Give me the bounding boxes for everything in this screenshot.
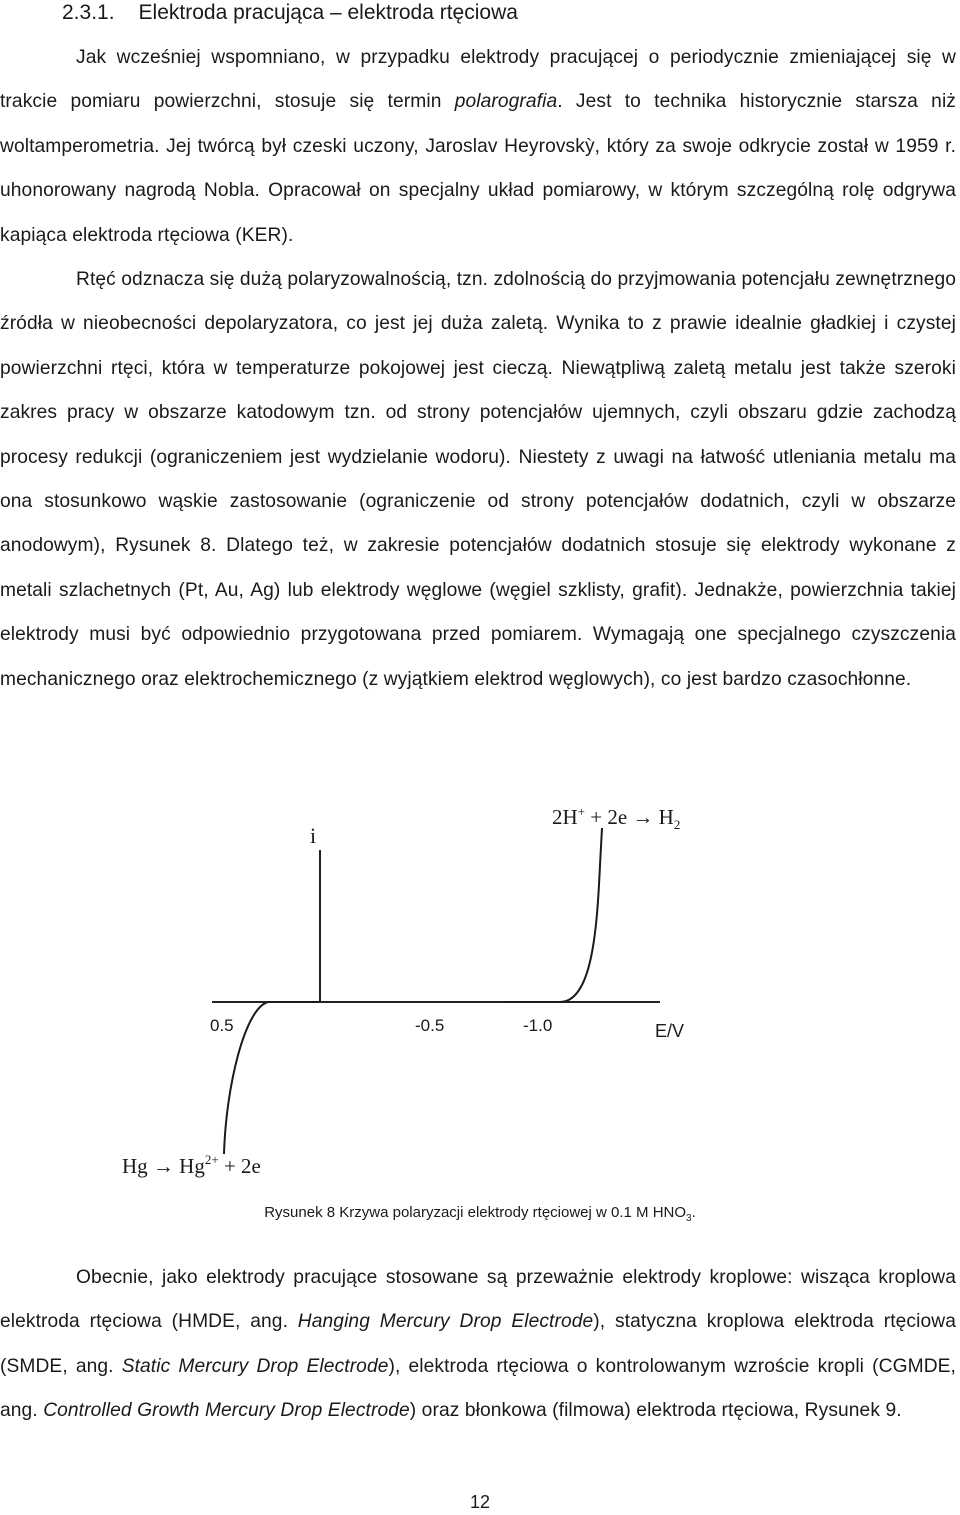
figure-caption: Rysunek 8 Krzywa polaryzacji elektrody rtęciowej w 0.1 M $HNO_3$. [264, 1204, 696, 1224]
anodic-curve [224, 1002, 320, 1154]
tick-label-0.5: 0.5 [210, 1016, 234, 1035]
paragraph-mercury-properties: Rtęć odznacza się dużą polaryzowalnością, tzn. zdolnością do przyjmowania potencjału zewnętrznego źródła w nieobecności depolaryzatora, co jest jej duża zaletą. Wynika to z prawie idealnie gładkiej i czystej powierzchni rtęci, która w temperaturze pokojowej jest cieczą. Niewątpliwą zaletą metalu jest także szeroki zakres pracy w obszarze katodowym tzn. od strony potencjałów ujemnych, czyli obszaru gdzie zachodzą procesy redukcji (ograniczeniem jest wydzielanie wodoru). Niestety z uwagi na łatwość utleniania metalu ma ona stosunkowo wąskie zastosowanie (ograniczenie od strony potencjałów dodatnich, czyli w obszarze anodowym), Rysunek 8. Dlatego też, w zakresie potencjałów dodatnich stosuje się elektrody wykonane z metali szlachetnych (Pt, Au, Ag) lub elektrody węglowe (węgiel szklisty, grafit). Jednakże, powierzchnia takiej elektrody musi być odpowiednio przygotowana przed pomiarem. Wymagają one specjalnego czyszczenia mechanicznego oraz elektrochemicznego (z wyjątkiem elektrod węglowych), co jest bardzo czasochłonne. [0, 269, 957, 690]
tick-label-minus-0.5: -0.5 [415, 1016, 445, 1035]
paragraph-polarography: Jak wcześniej wspomniano, w przypadku elektrody pracującej o periodycznie zmieniającej się w trakcie pomiaru powierzchni, stosuje się termin polarografia. Jest to technika historycznie starsza niż woltamperometria. Jej twórcą był czeski uczony, Jaroslav Heyrovskỳ, który za swoje odkrycie został w 1959 r. uhonorowany nagrodą Nobla. Opracował on specjalny układ pomiarowy, w którym szczególną rolę odgrywa kapiąca elektroda rtęciowa (KER). [0, 47, 956, 246]
body-paragraph-2 [0, 1256, 956, 1434]
cathodic-reaction-label: $2H^+ + 2e \to H_2$ [552, 804, 681, 832]
paragraph-drop-electrodes: Obecnie, jako elektrody pracujące stosowane są przeważnie elektrody kroplowe: wisząca kroplowa elektroda rtęciowa (HMDE, ang. Hanging Mercury Drop Electrode), statyczna kroplowa elektroda rtęciowa (SMDE, ang. Static Mercury Drop Electrode), elektroda rtęciowa o kontrolowanym wzroście kropli (CGMDE, ang. Controlled Growth Mercury Drop Electrode) oraz błonkowa (filmowa) elektroda rtęciowa, Rysunek 9. [0, 1267, 956, 1422]
section-number: 2.3.1. [62, 1, 115, 24]
smde-term: Static Mercury Drop Electrode [121, 1355, 389, 1377]
hmde-term: Hanging Mercury Drop Electrode [297, 1311, 594, 1333]
anodic-reaction-label: $Hg \to Hg^{2+} + 2e$ [122, 1152, 261, 1178]
cathodic-curve [505, 828, 602, 1002]
tick-label-minus-1.0: -1.0 [523, 1016, 553, 1035]
section-heading [62, 0, 518, 26]
y-axis-label: i [310, 823, 317, 848]
body-paragraph-1 [0, 36, 956, 702]
x-axis-label: E/V [655, 1021, 685, 1041]
polarization-curve-figure [0, 790, 960, 1190]
cgmde-term: Controlled Growth Mercury Drop Electrode [43, 1400, 410, 1422]
polarography-term: polarografia [454, 91, 558, 113]
page-number: 12 [469, 1492, 491, 1512]
section-title: Elektroda pracująca – elektroda rtęciowa [138, 1, 518, 24]
